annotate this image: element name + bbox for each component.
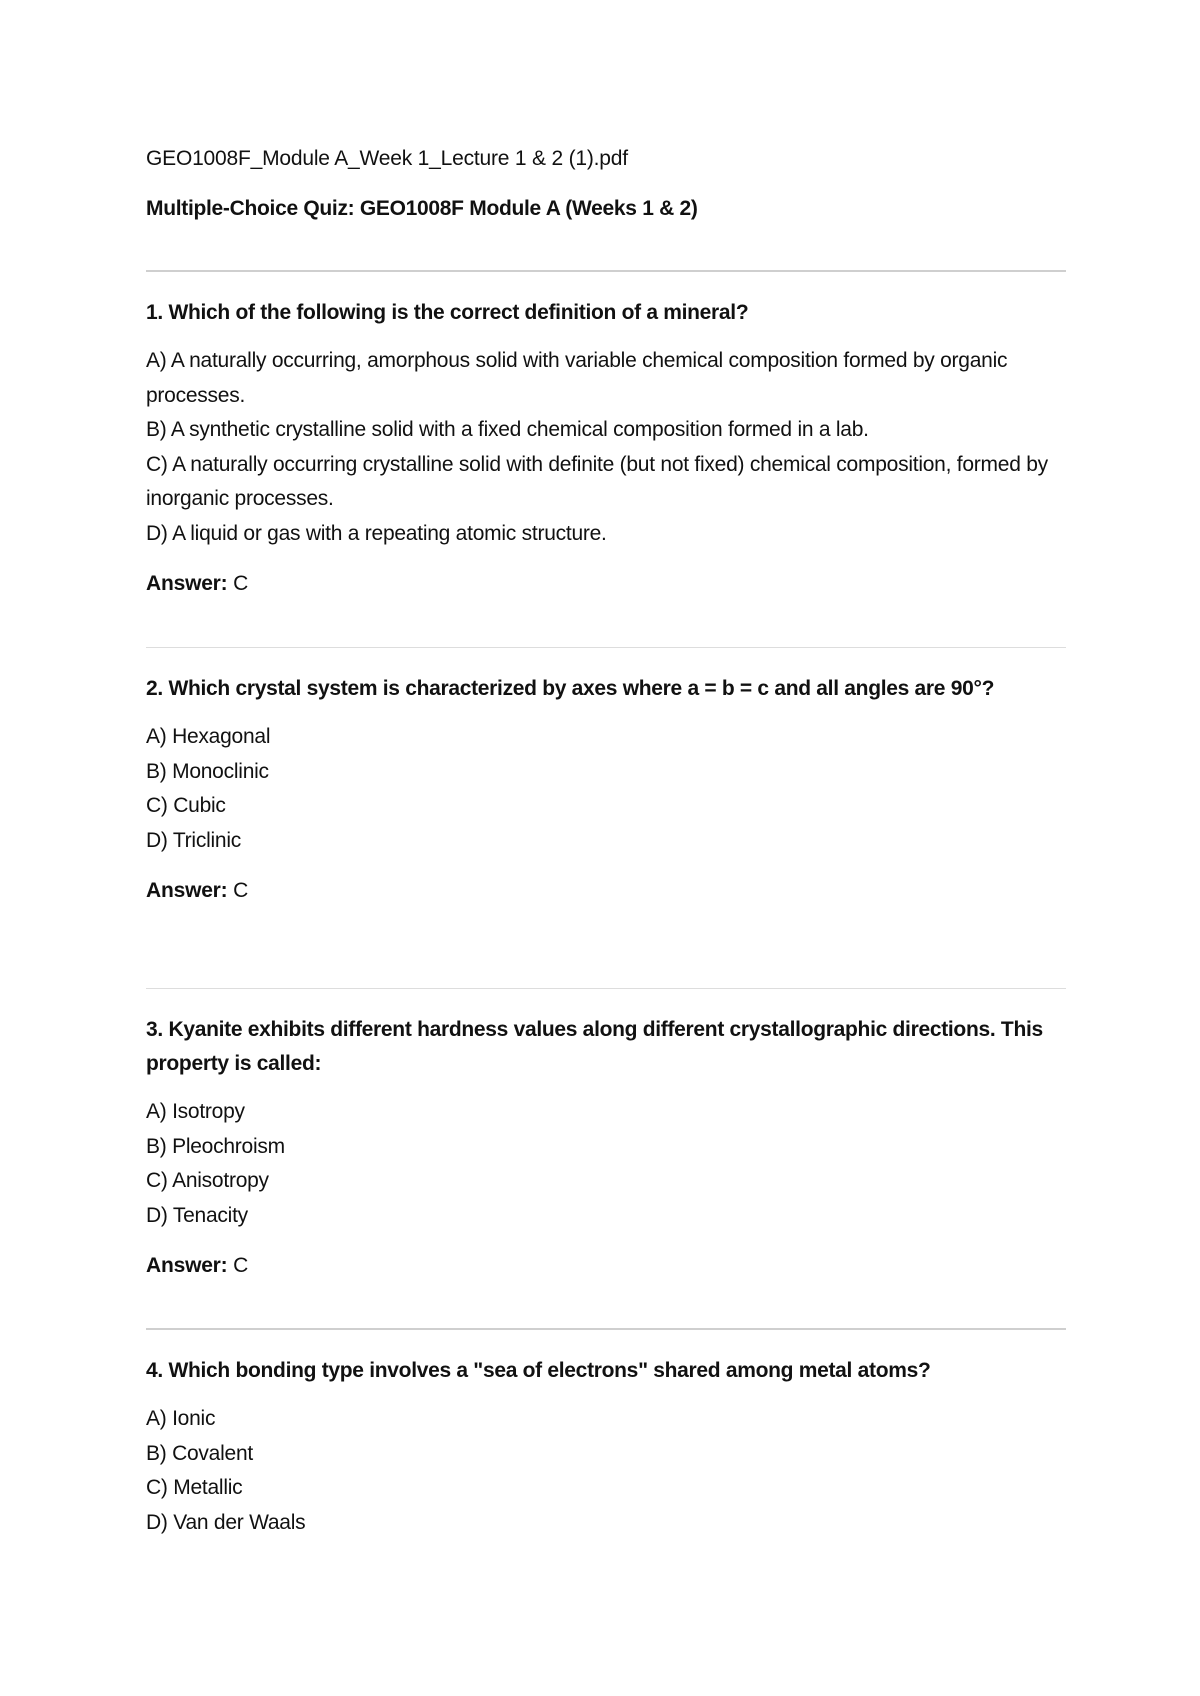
option-a: A) A naturally occurring, amorphous solid with variable chemical composition formed by organic processes. [146,349,1008,407]
option-d: D) Triclinic [146,828,241,852]
option-c: C) Cubic [146,794,226,817]
section-divider [146,647,1066,648]
answer-label: Answer: [146,1254,228,1277]
answer-value: C [227,879,249,902]
option-d: D) A liquid or gas with a repeating atomic structure. [146,521,607,545]
question-text: 2. Which crystal system is characterized by axes where a = b = c and all angles are 90°? [146,677,995,700]
option-d: D) Van der Waals [146,1510,306,1534]
section-divider [146,1328,1066,1330]
option-c: C) Anisotropy [146,1169,269,1192]
document-page [146,142,1066,1534]
option-a: A) Ionic [146,1407,216,1430]
question-block-4 [146,1328,1066,1540]
question-block-1 [146,270,1066,601]
answer-line [146,567,1066,601]
answer-options [146,344,1066,551]
answer-line [146,1249,1066,1283]
answer-options [146,1402,1066,1540]
option-d: D) Tenacity [146,1203,248,1227]
option-a: A) Hexagonal [146,725,271,748]
question-text: 4. Which bonding type involves a "sea of electrons" shared among metal atoms? [146,1359,931,1382]
answer-value: C [227,572,249,595]
section-divider [146,270,1066,272]
option-b: B) Pleochroism [146,1134,285,1158]
section-divider [146,988,1066,989]
option-b: B) Monoclinic [146,759,269,783]
question-block-2 [146,647,1066,908]
answer-value: C [227,1254,249,1277]
question-text: 3. Kyanite exhibits different hardness values along different crystallographic directions. This property is called: [146,1018,1043,1075]
answer-label: Answer: [146,879,228,902]
quiz-title: Multiple-Choice Quiz: GEO1008F Module A (Weeks 1 & 2) [146,197,698,220]
answer-options [146,720,1066,858]
option-c: C) Metallic [146,1476,243,1499]
option-a: A) Isotropy [146,1100,245,1123]
question-block-3 [146,988,1066,1283]
answer-line [146,874,1066,908]
option-c: C) A naturally occurring crystalline solid with definite (but not fixed) chemical composition, formed by inorganic processes. [146,452,1048,510]
answer-options [146,1095,1066,1233]
file-name: GEO1008F_Module A_Week 1_Lecture 1 & 2 (1).pdf [146,147,628,170]
question-text: 1. Which of the following is the correct definition of a mineral? [146,301,749,324]
option-b: B) Covalent [146,1441,253,1465]
option-b: B) A synthetic crystalline solid with a fixed chemical composition formed in a lab. [146,418,869,441]
answer-label: Answer: [146,572,228,595]
